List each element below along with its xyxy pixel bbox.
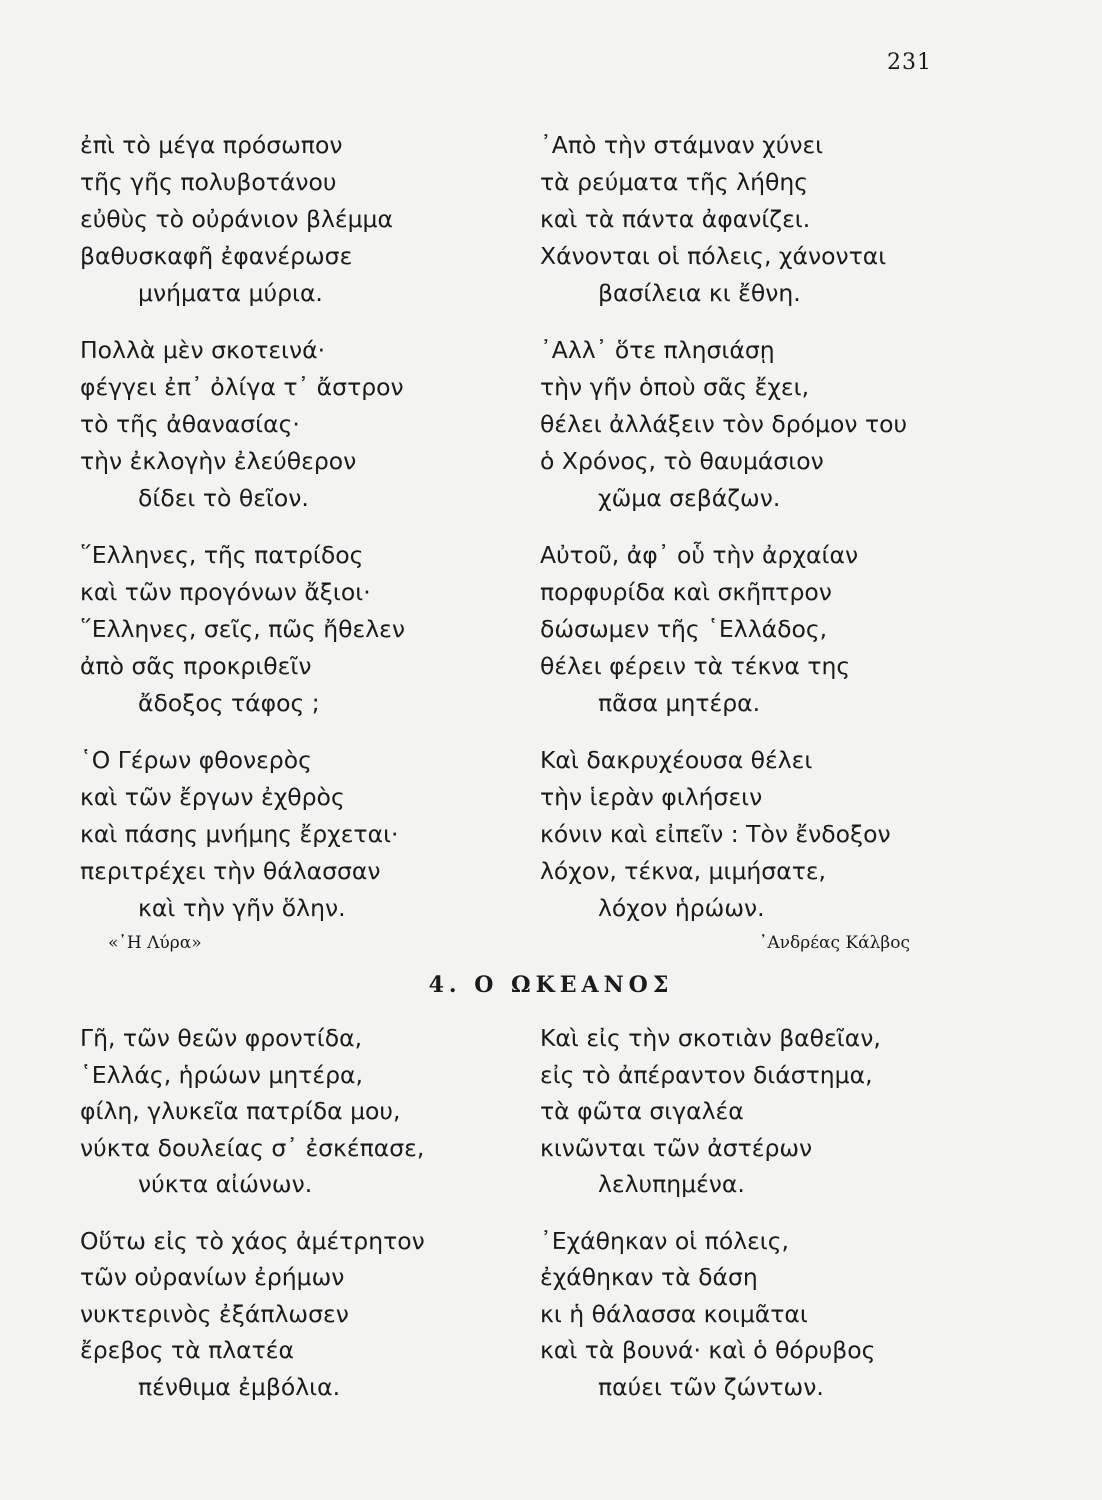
verse-line: Αὐτοῦ, ἀφ᾽ οὗ τὴν ἀρχαίαν bbox=[540, 541, 859, 569]
stanza bbox=[80, 1223, 520, 1406]
verse-line: ἔρεβος τὰ πλατέα bbox=[80, 1336, 294, 1364]
verse-line: νύκτα δουλείας σ᾽ ἐσκέπασε, bbox=[80, 1133, 425, 1162]
verse-line: ἐχάθηκαν τὰ δάση bbox=[540, 1263, 758, 1291]
author-credit: ᾽Ανδρέας Κάλβος bbox=[758, 933, 910, 953]
verse-line: καὶ τὴν γῆν ὅλην. bbox=[138, 894, 346, 922]
verse-line: εἰς τὸ ἀπέραντον διάστημα, bbox=[540, 1060, 873, 1089]
verse-line: θέλει ἀλλάξειν τὸν δρόμον του bbox=[540, 410, 908, 438]
verse-line: θέλει φέρειν τὰ τέκνα της bbox=[540, 652, 851, 680]
verse-line: βαθυσκαφῆ ἐφανέρωσε bbox=[80, 242, 353, 270]
verse-line: μνήματα μύρια. bbox=[138, 279, 323, 307]
verse-line: καὶ τῶν ἔργων ἐχθρὸς bbox=[80, 783, 345, 811]
verse-line: λόχον, τέκνα, μιμήσατε, bbox=[540, 857, 827, 885]
verse-line: καὶ τὰ πάντα ἀφανίζει. bbox=[540, 205, 811, 233]
verse-line: περιτρέχει τὴν θάλασσαν bbox=[80, 857, 381, 885]
verse-line: Καὶ δακρυχέουσα θέλει bbox=[540, 746, 813, 774]
verse-line: φέγγει ἐπ᾽ ὀλίγα τ᾽ ἄστρον bbox=[80, 373, 404, 401]
verse-line: Οὕτω εἰς τὸ χάος ἀμέτρητον bbox=[80, 1226, 425, 1255]
stanza bbox=[80, 537, 520, 722]
verse-line: παύει τῶν ζώντων. bbox=[598, 1372, 824, 1401]
verse-line: λόχον ἡρώων. bbox=[598, 894, 765, 922]
verse-line: βασίλεια κι ἔθνη. bbox=[598, 279, 801, 307]
verse-line: δώσωμεν τῆς ῾Ελλάδος, bbox=[540, 615, 828, 643]
verse-line: ἀπὸ σᾶς προκριθεῖν bbox=[80, 652, 312, 680]
verse-line: λελυπημένα. bbox=[598, 1170, 745, 1198]
verse-line: νύκτα αἰώνων. bbox=[138, 1170, 313, 1198]
verse-line: ᾽Αλλ᾽ ὅτε πλησιάσῃ bbox=[540, 336, 775, 364]
verse-line: εὐθὺς τὸ οὐράνιον βλέμμα bbox=[80, 205, 393, 233]
verse-line: καὶ τὰ βουνά· καὶ ὁ θόρυβος bbox=[540, 1336, 876, 1364]
verse-line: φίλη, γλυκεῖα πατρίδα μου, bbox=[80, 1097, 401, 1125]
verse-line: Χάνονται οἱ πόλεις, χάνονται bbox=[540, 242, 887, 270]
section-title: 4. Ο ΩΚΕΑΝΟΣ bbox=[428, 972, 674, 998]
verse-line: τῶν οὐρανίων ἐρήμων bbox=[80, 1263, 345, 1291]
verse-line: τὰ φῶτα σιγαλέα bbox=[540, 1097, 744, 1125]
verse-line: ῞Ελληνες, σεῖς, πῶς ἤθελεν bbox=[80, 615, 405, 643]
verse-line: ῾Ο Γέρων φθονερὸς bbox=[80, 746, 312, 774]
verse-line: ὁ Χρόνος, τὸ θαυμάσιον bbox=[540, 447, 824, 475]
verse-line: τὴν ἱερὰν φιλήσειν bbox=[540, 783, 763, 811]
verse-line: Πολλὰ μὲν σκοτεινά· bbox=[80, 336, 326, 364]
verse-line: τὸ τῆς ἀθανασίας· bbox=[80, 410, 300, 438]
verse-line: κι ἡ θάλασσα κοιμᾶται bbox=[540, 1299, 808, 1328]
verse-line: ῾Ελλάς, ἡρώων μητέρα, bbox=[80, 1060, 363, 1089]
verse-line: κινῶνται τῶν ἀστέρων bbox=[540, 1133, 813, 1162]
verse-line: ᾽Απὸ τὴν στάμναν χύνει bbox=[540, 131, 824, 159]
verse-line: κόνιν καὶ εἰπεῖν : Τὸν ἔνδοξον bbox=[540, 820, 891, 848]
verse-line: Καὶ εἰς τὴν σκοτιὰν βαθεῖαν, bbox=[540, 1024, 881, 1052]
verse-line: ἐπὶ τὸ μέγα πρόσωπον bbox=[80, 131, 343, 159]
poem-column-bottom-right bbox=[540, 1020, 980, 1409]
page-number: 231 bbox=[887, 50, 932, 75]
verse-line: δίδει τὸ θεῖον. bbox=[138, 484, 309, 512]
verse-line: νυκτερινὸς ἐξάπλωσεν bbox=[80, 1299, 349, 1328]
verse-line: πένθιμα ἐμβόλια. bbox=[138, 1372, 341, 1401]
stanza bbox=[540, 537, 980, 722]
stanza bbox=[80, 332, 520, 517]
verse-line: τὴν γῆν ὁποὺ σᾶς ἔχει, bbox=[540, 373, 810, 401]
stanza bbox=[540, 1020, 980, 1203]
stanza bbox=[540, 332, 980, 517]
source-credit: «῾Η Λύρα» bbox=[108, 933, 202, 953]
stanza bbox=[540, 127, 980, 312]
verse-line: ἄδοξος τάφος ; bbox=[138, 689, 320, 717]
verse-line: πορφυρίδα καὶ σκῆπτρον bbox=[540, 578, 832, 606]
poem-column-bottom-left bbox=[80, 1020, 520, 1409]
poem-column-top-right bbox=[540, 127, 980, 955]
verse-line: τῆς γῆς πολυβοτάνου bbox=[80, 168, 337, 196]
stanza bbox=[80, 1020, 520, 1203]
verse-line: ῞Ελληνες, τῆς πατρίδος bbox=[80, 541, 364, 569]
verse-line: χῶμα σεβάζων. bbox=[598, 484, 781, 512]
verse-line: ᾽Εχάθηκαν οἱ πόλεις, bbox=[540, 1226, 790, 1255]
verse-line: καὶ πάσης μνήμης ἔρχεται· bbox=[80, 820, 399, 848]
stanza bbox=[80, 127, 520, 312]
verse-line: τὴν ἐκλογὴν ἐλεύθερον bbox=[80, 447, 357, 475]
stanza bbox=[540, 1223, 980, 1406]
verse-line: καὶ τῶν προγόνων ἄξιοι· bbox=[80, 578, 371, 606]
verse-line: πᾶσα μητέρα. bbox=[598, 689, 761, 717]
poem-column-top-left bbox=[80, 127, 520, 955]
verse-line: Γῆ, τῶν θεῶν φροντίδα, bbox=[80, 1024, 363, 1052]
verse-line: τὰ ρεύματα τῆς λήθης bbox=[540, 168, 809, 196]
stanza bbox=[80, 742, 520, 927]
stanza bbox=[540, 742, 980, 927]
